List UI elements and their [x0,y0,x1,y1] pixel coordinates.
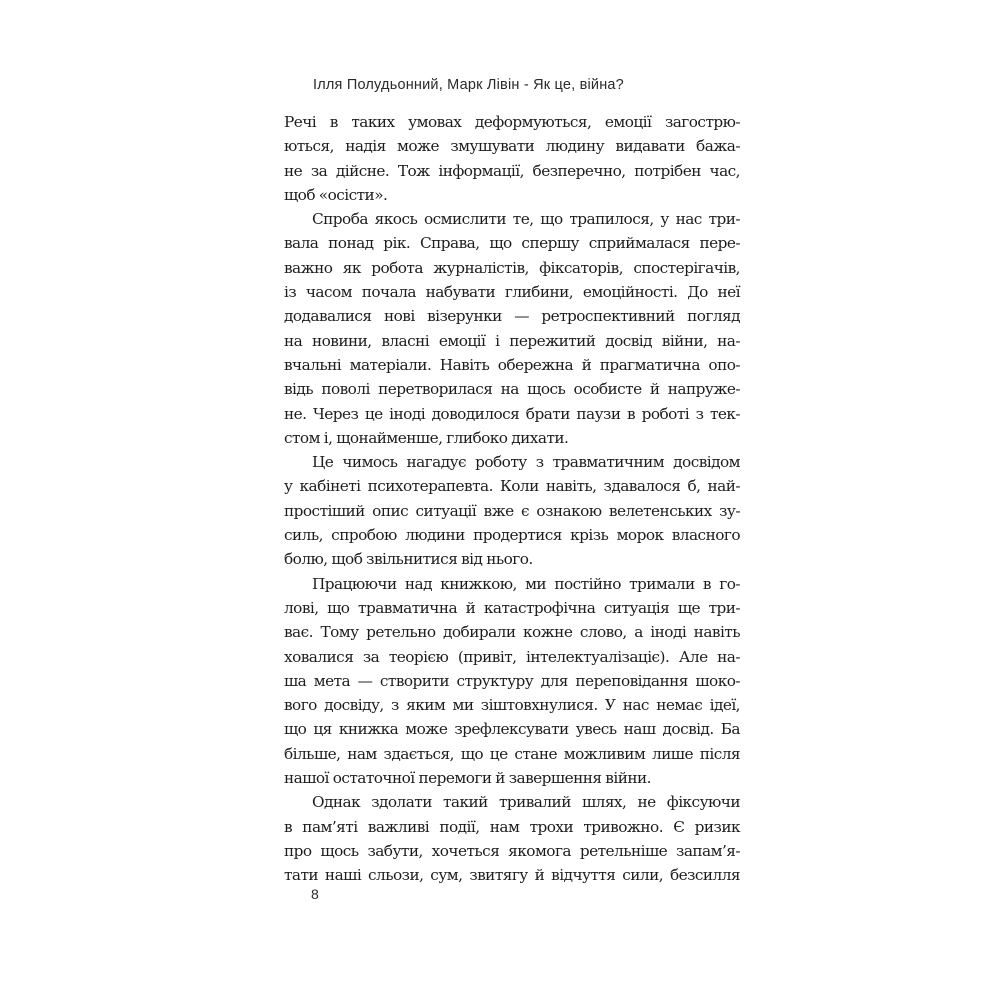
text-line: вала понад рік. Справа, що спершу сприймалася пере- [284,234,740,253]
text-line: у кабінеті психотерапевта. Коли навіть, здавалося б, най- [284,477,740,496]
text-line: ховалися за теорією (привіт, інтелектуалізаціє). Але на- [284,647,740,666]
text-line: болю, щоб звільнитися від нього. [284,550,533,569]
text-line: ває. Тому ретельно добирали кожне слово, а іноді навіть [284,623,740,642]
text-line: Однак здолати такий тривалий шлях, не фіксуючи [312,793,740,812]
text-line: Працюючи над книжкою, ми постійно тримали в го- [312,574,740,593]
text-line: що ця книжка може зрефлексувати увесь наш досвід. Ба [284,720,740,739]
text-line: Це чимось нагадує роботу з травматичним досвідом [312,453,740,472]
page-number: 8 [311,886,319,902]
text-line: в пам’яті важливі події, нам трохи тривожно. Є ризик [284,817,740,836]
text-line: не за дійсне. Тож інформації, безперечно, потрібен час, [284,161,740,180]
text-line: відь поволі перетворилася на щось особисте й напруже- [284,380,740,399]
text-line: важно як робота журналістів, фіксаторів, спостерігачів, [284,258,740,277]
text-line: стом і, щонайменше, глибоко дихати. [284,428,569,447]
text-line: більше, нам здається, що це стане можливим лише після [284,744,740,763]
text-line: на новини, власні емоції і пережитий досвід війни, на- [284,331,740,350]
text-line: силь, спробою людини продертися крізь морок власного [284,526,740,545]
text-line: про щось забути, хочеться якомога ретельніше запам’я- [284,841,740,860]
text-line: простіший опис ситуації вже є ознакою велетенських зу- [284,501,740,520]
text-line: не. Через це іноді доводилося брати паузи в роботі з тек- [284,404,740,423]
text-line: вого досвіду, з яким ми зіштовхнулися. У нас немає ідеї, [284,696,740,715]
text-line: ша мета — створити структуру для переповідання шоко- [284,671,740,690]
text-line: Спроба якось осмислити те, що трапилося, у нас три- [312,210,740,229]
running-header: Ілля Полудьонний, Марк Лівін - Як це, війна? [313,77,624,93]
body-text [284,110,740,888]
text-line: тати наші сльози, сум, звитягу й відчуття сили, безсилля [284,866,740,885]
text-line: ються, надія може змушувати людину видавати бажа- [284,137,740,156]
text-line: із часом почала набувати глибини, емоційності. До неї [284,283,740,302]
text-line: Речі в таких умовах деформуються, емоції загострю- [284,113,740,131]
text-line: лові, що травматична й катастрофічна ситуація ще три- [284,598,740,617]
text-line: додавалися нові візерунки — ретроспективний погляд [284,307,740,326]
text-line: щоб «осісти». [284,185,388,204]
text-line: нашої остаточної перемоги й завершення війни. [284,769,651,788]
text-line: вчальні матеріали. Навіть обережна й прагматична опо- [284,355,740,374]
